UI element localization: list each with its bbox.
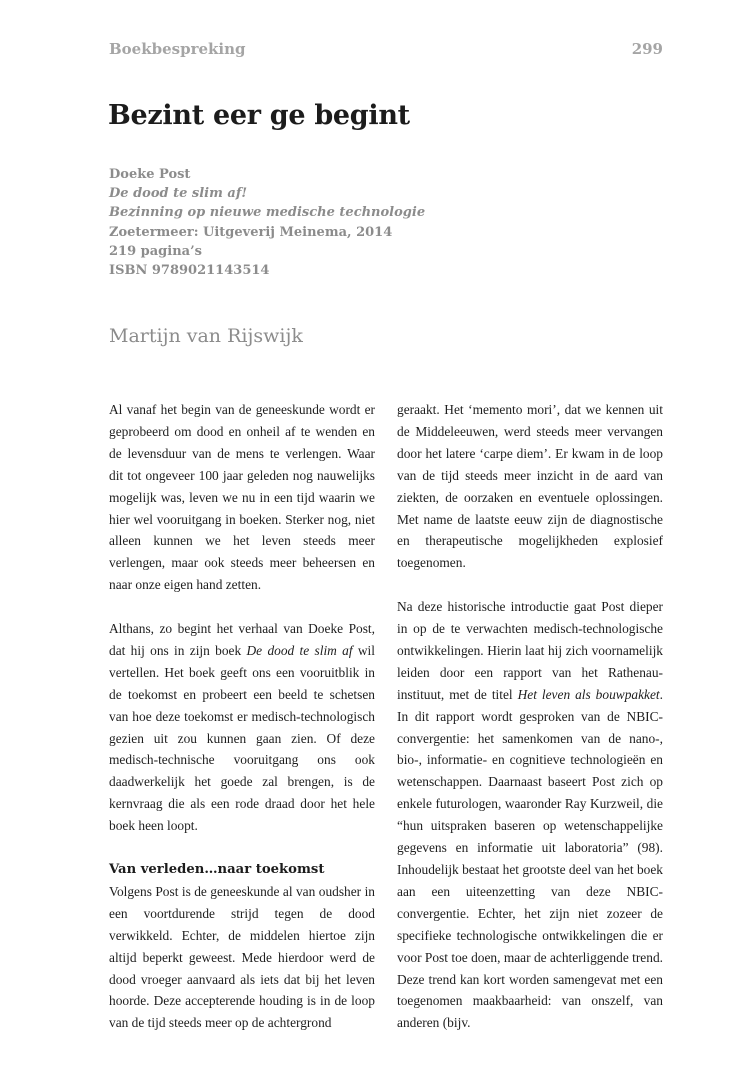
paragraph: geraakt. Het ‘memento mori’, dat we kennen uit de Middeleeuwen, werd steeds meer vervangen door het latere ‘carpe diem’. Er kwam in de loop van de tijd steeds meer inzicht in de aard van ziekten, de oorzaken en eventuele oplossingen. Met name de laatste eeuw zijn de diagnostische en therapeutische mogelijkheden explosief toegenomen. xyxy=(397,402,663,571)
section-heading: Van verleden…naar toekomst xyxy=(109,862,325,877)
section-label: Boekbespreking xyxy=(109,40,246,58)
book-pages: 219 pagina’s xyxy=(109,243,202,259)
book-subtitle: Bezinning op nieuwe medische technologie xyxy=(109,205,426,221)
paragraph: Althans, zo begint het verhaal van Doeke Post, dat hij ons in zijn boek De dood te slim af wil vertellen. Het boek geeft ons een vooruitblik in de toekomst en probeert een beeld te schetsen van hoe deze toekomst er medisch-technologisch gezien uit zou kunnen gaan zien. Of deze medisch-technische vooruitgang ons ook daadwerkelijk het goede zal brengen, is de kernvraag die als een rode draad door het hele boek heen loopt. xyxy=(109,621,376,834)
book-title-reference: De dood te slim af xyxy=(246,642,353,658)
book-details xyxy=(109,165,425,280)
article-title: Bezint eer ge begint xyxy=(108,100,410,131)
page-number: 299 xyxy=(631,40,663,58)
report-title-reference: Het leven als bouwpakket xyxy=(517,686,660,702)
running-header xyxy=(109,40,663,58)
book-author: Doeke Post xyxy=(109,167,191,182)
paragraph: Al vanaf het begin van de geneeskunde wordt er geprobeerd om dood en onheil af te wenden en de levensduur van de mens te verlengen. Waar dit tot ongeveer 100 jaar geleden nog nauwelijks mogelijk was, leven we nu in een tijd waarin we hier wel vooruitgang in boeken. Sterker nog, niet alleen kunnen we het leven steeds meer verlengen, maar ook steeds meer beheersen en naar onze eigen hand zetten. xyxy=(109,402,375,593)
book-publisher: Zoetermeer: Uitgeverij Meinema, 2014 xyxy=(109,224,393,240)
left-column xyxy=(109,399,375,1034)
right-column xyxy=(397,399,663,1034)
book-isbn: ISBN 9789021143514 xyxy=(109,263,270,279)
paragraph: Na deze historische introductie gaat Post dieper in op de te verwachten medisch-technologische ontwikkelingen. Hierin laat hij zich voornamelijk leiden door een rapport van het Rathenau-instituut, met de titel Het leven als bouwpakket. In dit rapport wordt gesproken van de NBIC-convergentie: het samenkomen van de nano-, bio-, informatie- en cognitieve technologieën en wetenschappen. Daarnaast baseert Post zich op enkele futurologen, waaronder Ray Kurzweil, die “hun uitspraken baseren op wetenschappelijke gegevens en informatie uit laboratoria” (98). Inhoudelijk bestaat het grootste deel van het boek aan een uiteenzetting van deze NBIC-convergentie. Echter, het zijn niet zozeer de specifieke technologische ontwikkelingen die er voor Post toe doen, maar de achterliggende trend. Deze trend kan kort worden samengevat met een toegenomen maakbaarheid: van onszelf, van anderen (bijv. xyxy=(397,599,663,1031)
reviewer-name: Martijn van Rijswijk xyxy=(109,325,303,347)
book-title: De dood te slim af! xyxy=(109,186,248,202)
paragraph: Volgens Post is de geneeskunde al van oudsher in een voortdurende strijd tegen de dood verwikkeld. Echter, de middelen hiertoe zijn altijd beperkt geweest. Mede hierdoor werd de dood vroeger aanvaard als iets dat bij het leven hoorde. Deze accepterende houding is in de loop van de tijd steeds meer op de achtergrond xyxy=(109,883,375,1031)
